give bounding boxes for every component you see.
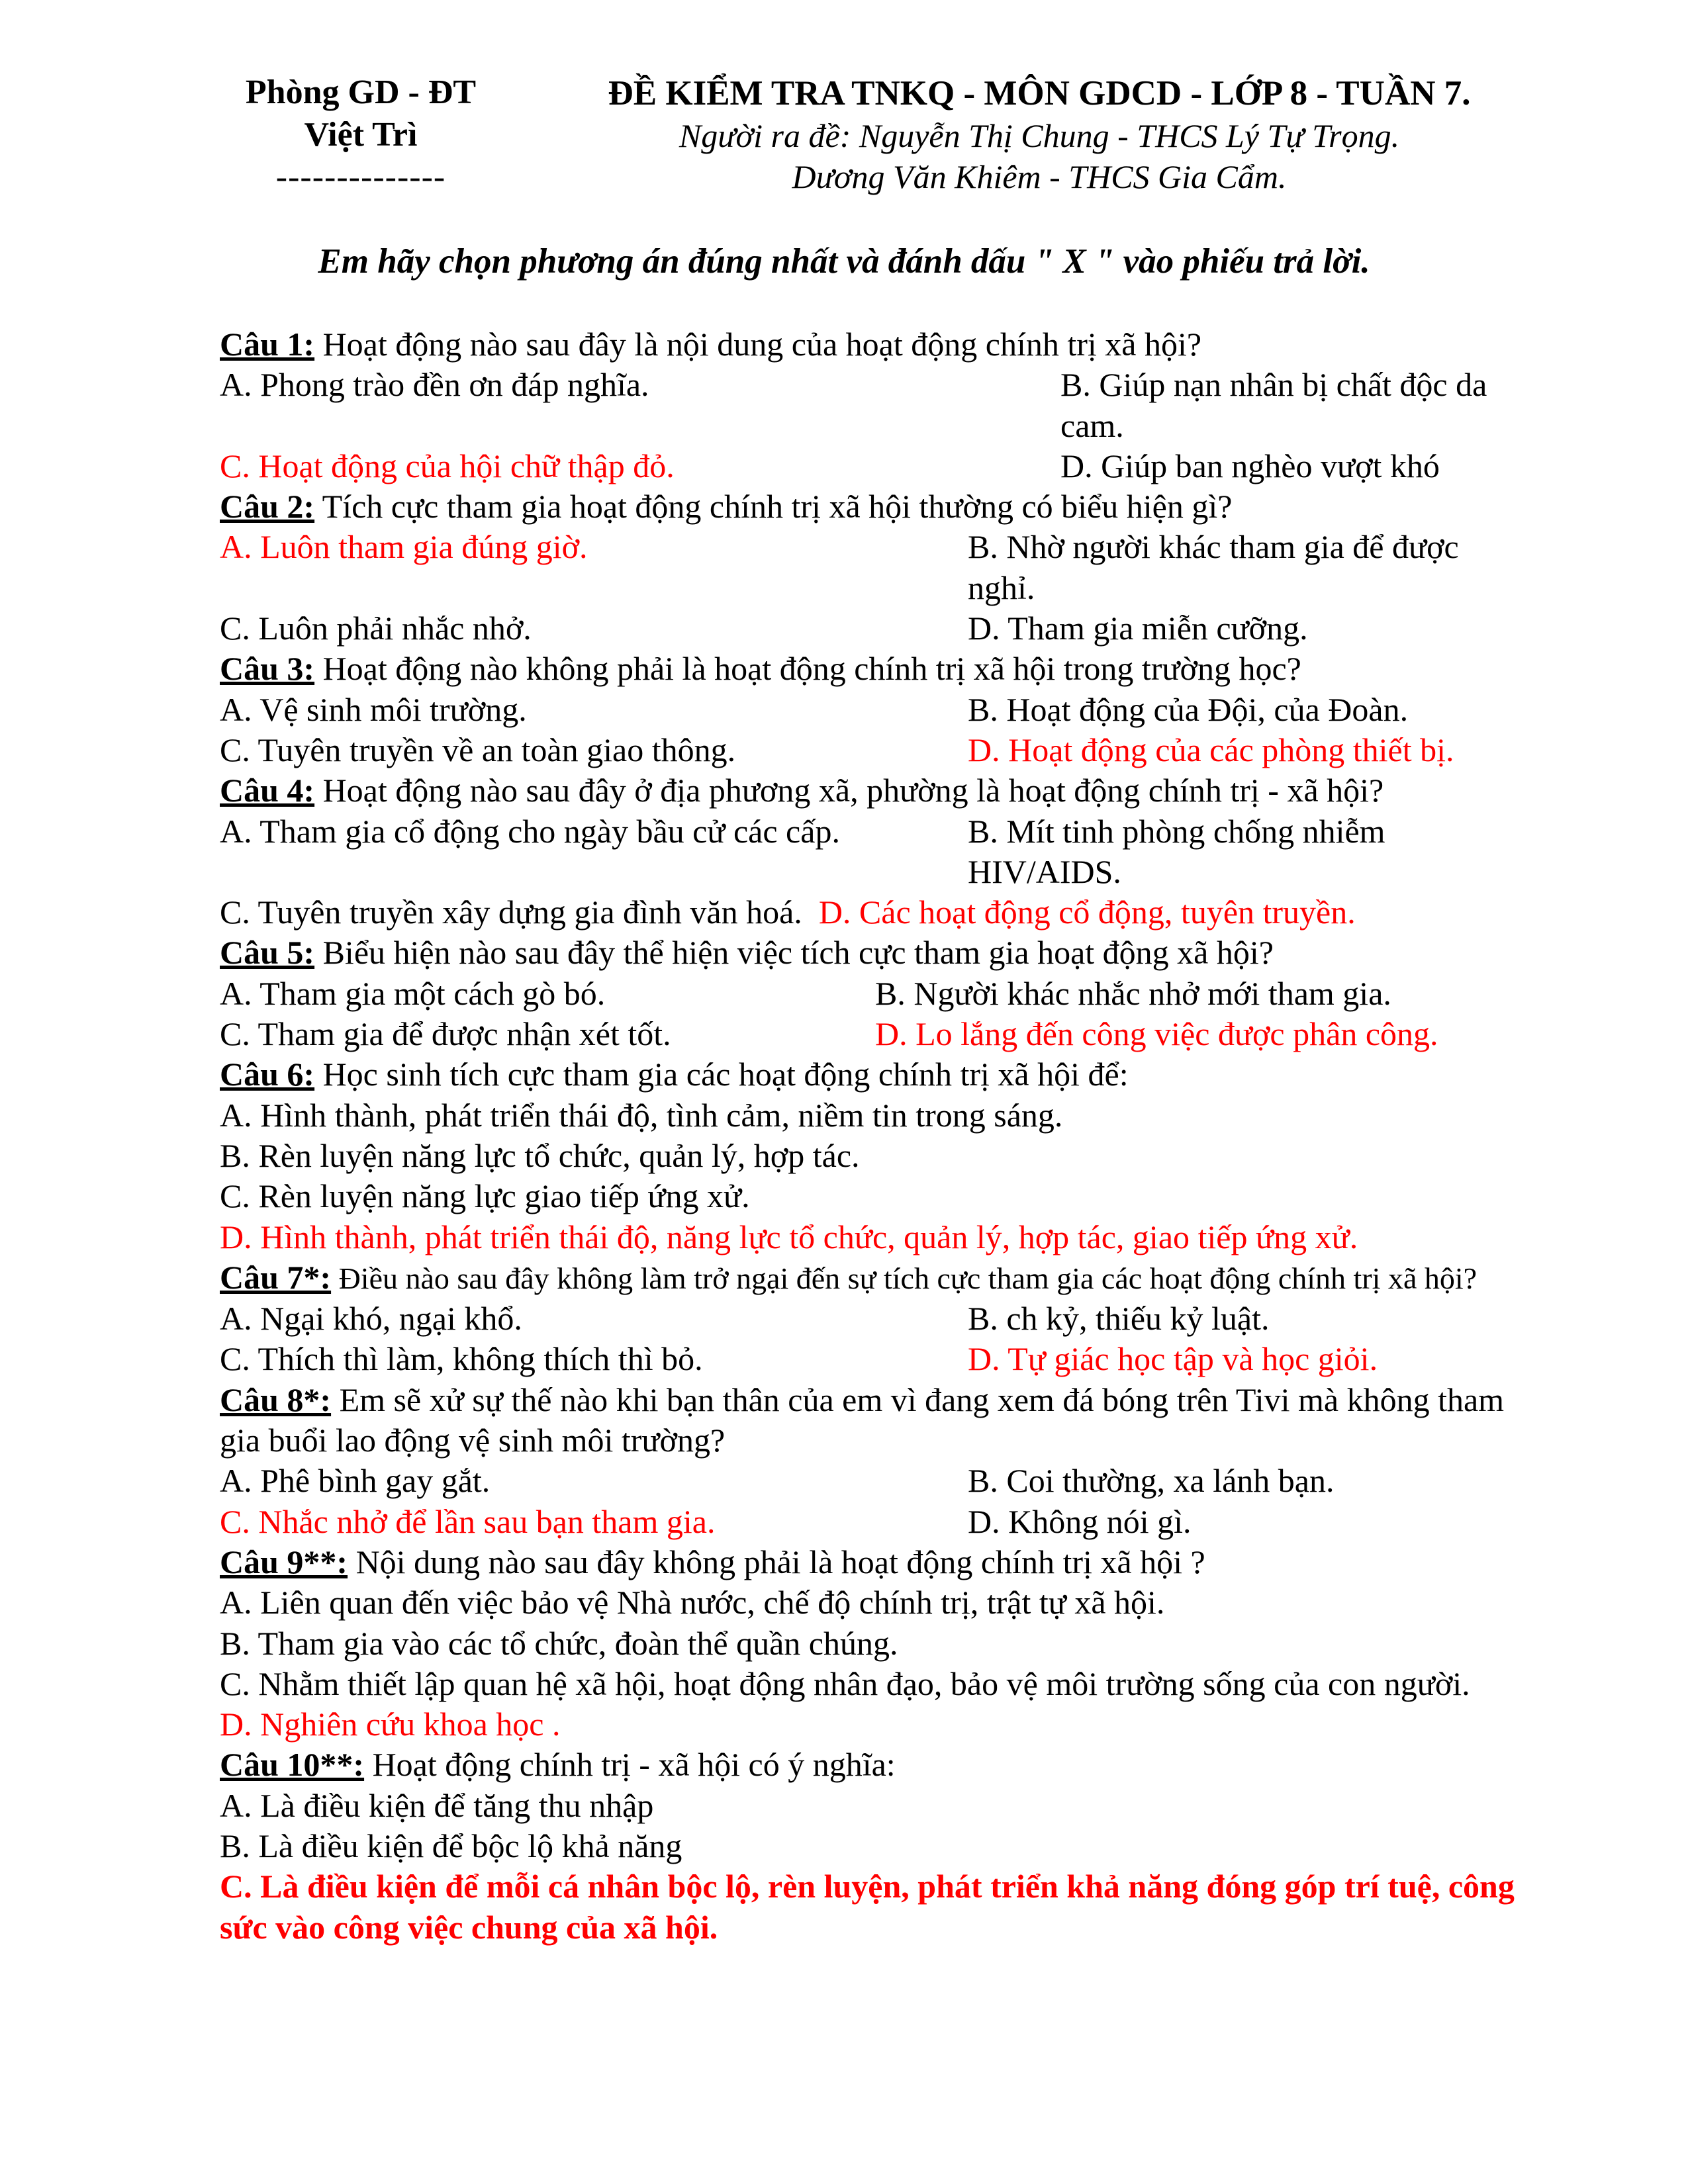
- question-4-stem: [220, 770, 1537, 811]
- question-number: Câu 1:: [220, 326, 315, 363]
- option-c[interactable]: C. Nhằm thiết lập quan hệ xã hội, hoạt động nhân đạo, bảo vệ môi trường sống của con người.: [220, 1664, 1470, 1702]
- option-d-correct[interactable]: D. Hình thành, phát triển thái độ, năng lực tổ chức, quản lý, hợp tác, giao tiếp ứng xử.: [220, 1218, 1358, 1255]
- question-2-options-ab: [220, 527, 1537, 608]
- question-10-stem: [220, 1745, 1537, 1785]
- question-8-options-cd: [220, 1502, 1537, 1542]
- question-5-options-cd: [220, 1014, 1537, 1054]
- question-text: Hoạt động nào sau đây ở địa phương xã, phường là hoạt động chính trị - xã hội?: [314, 772, 1384, 809]
- option-d-correct[interactable]: D. Nghiên cứu khoa học .: [220, 1706, 561, 1743]
- question-number: Câu 3:: [220, 650, 315, 688]
- question-text: Hoạt động nào không phải là hoạt động chính trị xã hội trong trường học?: [314, 650, 1301, 688]
- option-b[interactable]: B. Hoạt động của Đội, của Đoàn.: [968, 690, 1409, 728]
- question-7-options-ab: [220, 1298, 1537, 1339]
- question-number: Câu 5:: [220, 934, 315, 972]
- exam-title: ĐỀ KIỂM TRA TNKQ - MÔN GDCD - LỚP 8 - TUẦN 7.: [608, 74, 1471, 113]
- option-c-correct[interactable]: C. Hoạt động của hội chữ thập đỏ.: [220, 447, 675, 484]
- question-1-options-ab: [220, 365, 1537, 446]
- question-5-options-ab: [220, 974, 1537, 1014]
- question-text: Biểu hiện nào sau đây thể hiện việc tích cực tham gia hoạt động xã hội?: [314, 934, 1274, 972]
- option-c-correct[interactable]: C. Là điều kiện để mỗi cá nhân bộc lộ, rèn luyện, phát triển khả năng đóng góp trí tuệ, công sức vào công việc chung của xã hội.: [220, 1868, 1515, 1946]
- option-b[interactable]: B. Giúp nạn nhân bị chất độc da cam.: [1060, 366, 1487, 444]
- question-3-stem: [220, 649, 1537, 689]
- option-a[interactable]: A. Tham gia một cách gò bó.: [220, 974, 606, 1012]
- option-d[interactable]: D. Không nói gì.: [968, 1502, 1192, 1540]
- option-b[interactable]: B. Người khác nhắc nhở mới tham gia.: [875, 974, 1391, 1012]
- question-number: Câu 10**:: [220, 1746, 365, 1784]
- option-a[interactable]: A. Phê bình gay gắt.: [220, 1462, 491, 1500]
- question-number: Câu 6:: [220, 1056, 315, 1093]
- option-a[interactable]: A. Liên quan đến việc bảo vệ Nhà nước, chế độ chính trị, trật tự xã hội.: [220, 1584, 1165, 1621]
- option-d-correct[interactable]: D. Các hoạt động cổ động, tuyên truyền.: [818, 893, 1356, 931]
- question-number: Câu 8*:: [220, 1381, 332, 1418]
- question-5-stem: [220, 933, 1537, 973]
- question-3-options-cd: [220, 730, 1537, 770]
- option-d-correct[interactable]: D. Hoạt động của các phòng thiết bị.: [968, 731, 1454, 768]
- option-c[interactable]: C. Rèn luyện năng lực giao tiếp ứng xử.: [220, 1177, 750, 1215]
- question-4-options-cd: [220, 892, 1537, 933]
- question-number: Câu 9**:: [220, 1543, 348, 1580]
- question-8-options-ab: [220, 1461, 1537, 1501]
- question-text: Em sẽ xử sự thế nào khi bạn thân của em vì đang xem đá bóng trên Tivi mà không tham gia buổi lao động vệ sinh môi trường?: [220, 1381, 1505, 1459]
- department-block: [218, 71, 503, 199]
- question-1-options-cd: [220, 446, 1537, 486]
- option-c[interactable]: C. Tham gia để được nhận xét tốt.: [220, 1015, 671, 1053]
- option-a[interactable]: A. Tham gia cổ động cho ngày bầu cử các cấp.: [220, 812, 840, 850]
- option-a[interactable]: A. Phong trào đền ơn đáp nghĩa.: [220, 366, 649, 404]
- option-d-correct[interactable]: D. Tự giác học tập và học giỏi.: [968, 1340, 1378, 1378]
- question-number: Câu 4:: [220, 772, 315, 809]
- department-city: Việt Trì: [304, 116, 418, 154]
- question-9-stem: [220, 1542, 1537, 1582]
- option-b[interactable]: B. Rèn luyện năng lực tổ chức, quản lý, hợp tác.: [220, 1136, 860, 1174]
- question-6-stem: [220, 1054, 1537, 1095]
- option-a-correct[interactable]: A. Luôn tham gia đúng giờ.: [220, 528, 588, 566]
- instruction: Em hãy chọn phương án đúng nhất và đánh dấu " X " vào phiếu trả lời.: [318, 242, 1370, 281]
- question-8-stem: [220, 1380, 1537, 1461]
- option-c[interactable]: C. Tuyên truyền về an toàn giao thông.: [220, 731, 736, 768]
- option-a[interactable]: A. Vệ sinh môi trường.: [220, 690, 527, 728]
- option-b[interactable]: B. Tham gia vào các tổ chức, đoàn thể quần chúng.: [220, 1624, 898, 1662]
- option-c-correct[interactable]: C. Nhắc nhở để lần sau bạn tham gia.: [220, 1502, 716, 1540]
- option-b[interactable]: B. Nhờ người khác tham gia để được nghỉ.: [968, 528, 1459, 606]
- question-text: Học sinh tích cực tham gia các hoạt động chính trị xã hội để:: [314, 1056, 1129, 1093]
- question-7-stem: [220, 1257, 1537, 1298]
- question-text: Hoạt động nào sau đây là nội dung của hoạt động chính trị xã hội?: [314, 326, 1202, 363]
- question-list: [220, 324, 1537, 1948]
- question-text: Tích cực tham gia hoạt động chính trị xã hội thường có biểu hiện gì?: [314, 488, 1233, 525]
- option-b[interactable]: B. Coi thường, xa lánh bạn.: [968, 1462, 1335, 1500]
- author-line-1: Người ra đề: Nguyễn Thị Chung - THCS Lý Tự Trọng.: [679, 117, 1400, 154]
- option-a[interactable]: A. Ngại khó, ngại khổ.: [220, 1300, 522, 1338]
- question-text: Nội dung nào sau đây không phải là hoạt động chính trị xã hội ?: [348, 1543, 1205, 1580]
- option-c[interactable]: C. Thích thì làm, không thích thì bỏ.: [220, 1340, 703, 1378]
- option-c[interactable]: C. Luôn phải nhắc nhở.: [220, 610, 532, 647]
- title-block: [543, 71, 1536, 197]
- question-1-stem: [220, 324, 1537, 365]
- department-name: Phòng GD - ĐT: [245, 73, 477, 111]
- option-a[interactable]: A. Hình thành, phát triển thái độ, tình cảm, niềm tin trong sáng.: [220, 1096, 1063, 1134]
- option-d[interactable]: D. Tham gia miễn cưỡng.: [968, 610, 1308, 647]
- question-number: Câu 2:: [220, 488, 315, 525]
- option-b[interactable]: B. ch kỷ, thiếu kỷ luật.: [968, 1300, 1270, 1338]
- question-4-options-ab: [220, 811, 1537, 893]
- option-b[interactable]: B. Là điều kiện để bộc lộ khả năng: [220, 1827, 682, 1864]
- author-line-2: Dương Văn Khiêm - THCS Gia Cẩm.: [792, 158, 1287, 195]
- option-d-correct[interactable]: D. Lo lắng đến công việc được phân công.: [875, 1015, 1438, 1053]
- question-2-stem: [220, 486, 1537, 527]
- option-b[interactable]: B. Mít tinh phòng chống nhiễm HIV/AIDS.: [968, 812, 1385, 890]
- question-3-options-ab: [220, 690, 1537, 730]
- option-c[interactable]: C. Tuyên truyền xây dựng gia đình văn hoá.: [220, 893, 802, 931]
- question-7-options-cd: [220, 1339, 1537, 1379]
- question-text: Điều nào sau đây không làm trở ngại đến sự tích cực tham gia các hoạt động chính trị xã hội?: [331, 1261, 1477, 1295]
- option-a[interactable]: A. Là điều kiện để tăng thu nhập: [220, 1786, 654, 1824]
- question-number: Câu 7*:: [220, 1258, 332, 1296]
- question-text: Hoạt động chính trị - xã hội có ý nghĩa:: [364, 1746, 896, 1784]
- option-d[interactable]: D. Giúp ban nghèo vượt khó: [1060, 447, 1440, 484]
- question-2-options-cd: [220, 608, 1537, 649]
- department-rule: --------------: [275, 158, 446, 196]
